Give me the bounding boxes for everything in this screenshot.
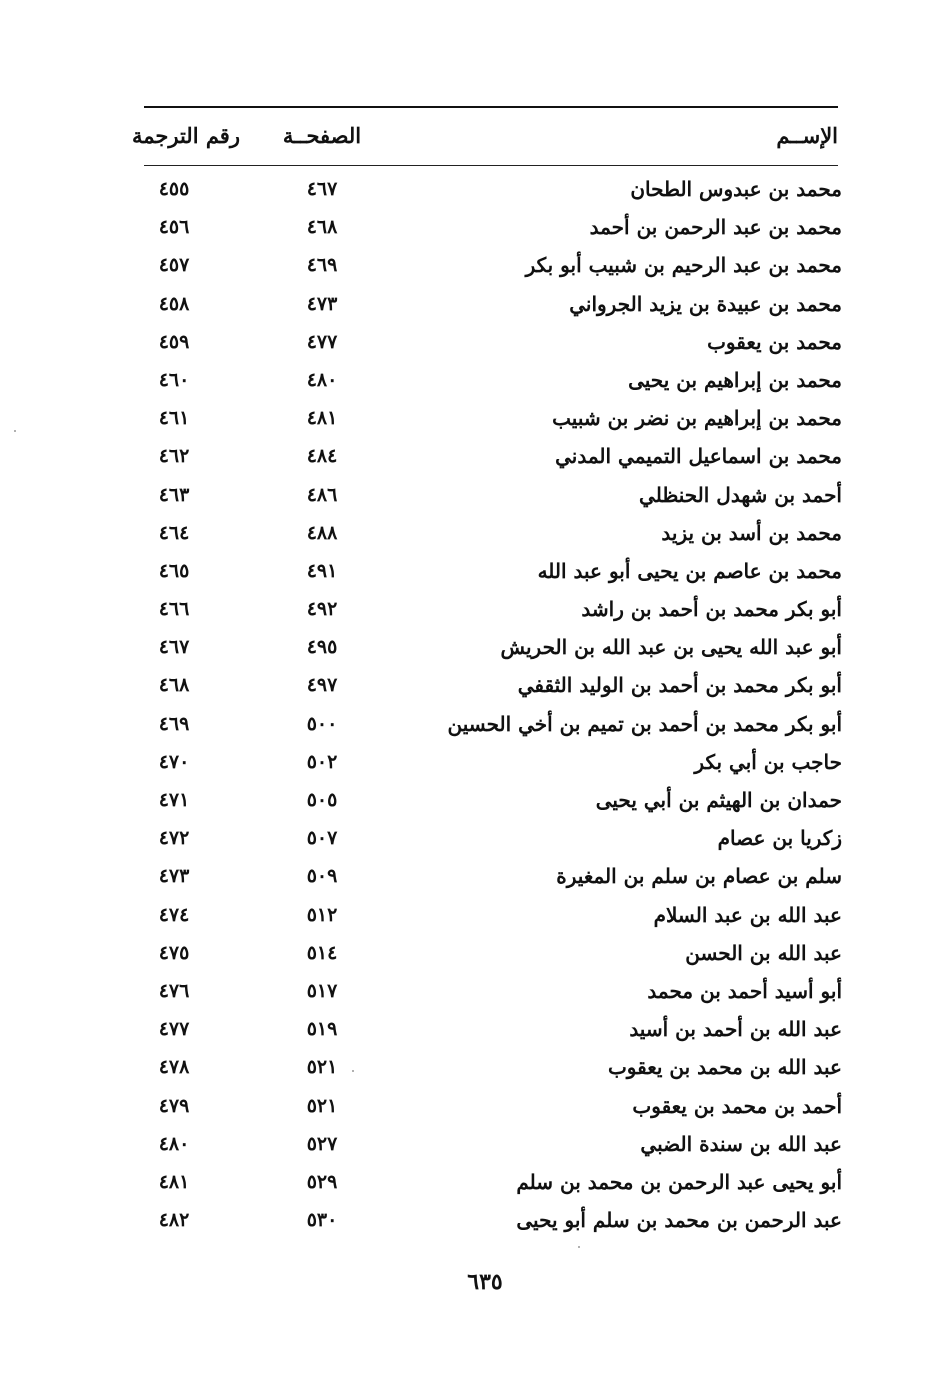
scan-speck: [578, 1246, 580, 1248]
entry-page: ٥٠٢: [306, 750, 338, 773]
entry-page: ٥٠٩: [306, 865, 338, 888]
entry-page: ٤٨٨: [306, 521, 338, 544]
top-rule: [144, 106, 838, 108]
entry-name: أبو بكر محمد بن أحمد بن تميم بن أخي الحسين: [447, 711, 842, 736]
entry-number: ٤٦١: [158, 407, 190, 430]
entry-name: أبو عبد الله يحيى بن عبد الله بن الحريش: [500, 635, 842, 660]
entry-page: ٤٩٧: [306, 674, 338, 697]
table-row: [0, 934, 936, 972]
table-row: [0, 285, 936, 323]
entry-name: سلم بن عصام بن سلم بن المغيرة: [556, 864, 842, 889]
table-row: [0, 743, 936, 781]
entry-page: ٥٢٧: [306, 1132, 338, 1155]
entry-number: ٤٧٨: [158, 1056, 190, 1079]
entry-number: ٤٦٨: [158, 674, 190, 697]
entry-number: ٤٥٦: [158, 216, 190, 239]
column-header-name: الإســم: [776, 123, 838, 148]
entry-name: عبد الرحمن بن محمد بن سلم أبو يحيى: [516, 1208, 842, 1233]
entry-number: ٤٦٩: [158, 712, 190, 735]
entry-name: محمد بن عبدوس الطحان: [630, 177, 842, 201]
table-row: [0, 1048, 936, 1086]
entry-page: ٥٣٠: [306, 1209, 338, 1232]
entry-page: ٤٨٤: [306, 445, 338, 468]
entry-name: محمد بن إبراهيم بن يحيى: [628, 367, 842, 392]
entry-number: ٤٥٧: [158, 254, 190, 277]
table-row: [0, 1087, 936, 1125]
entry-page: ٤٩٢: [306, 598, 338, 621]
entry-number: ٤٧٠: [158, 750, 190, 773]
table-row: [0, 514, 936, 552]
table-row: [0, 399, 936, 437]
table-row: [0, 361, 936, 399]
entry-number: ٤٦٤: [158, 521, 190, 544]
table-row: [0, 590, 936, 628]
entry-page: ٥١٢: [306, 903, 338, 926]
entry-number: ٤٦٥: [158, 559, 190, 582]
entry-name: أبو بكر محمد بن أحمد بن راشد: [581, 597, 842, 622]
column-header-page: الصفحــة: [282, 123, 362, 148]
entry-number: ٤٦٢: [158, 445, 190, 468]
entry-name: أحمد بن شهدل الحنظلي: [639, 482, 842, 507]
entry-name: أبو يحيى عبد الرحمن بن محمد بن سلم: [516, 1169, 842, 1194]
entry-page: ٥٢١: [306, 1094, 338, 1117]
table-row: [0, 666, 936, 704]
entry-number: ٤٦٦: [158, 598, 190, 621]
entry-name: محمد بن عاصم بن يحيى أبو عبد الله: [537, 558, 842, 583]
entry-page: ٥٠٥: [306, 789, 338, 811]
entry-number: ٤٧٣: [158, 865, 190, 888]
table-row: [0, 246, 936, 284]
entry-name: عبد الله بن سندة الضبي: [640, 1131, 842, 1156]
scan-speck: [352, 1070, 354, 1072]
entry-page: ٥٢١: [306, 1056, 338, 1079]
entry-number: ٤٧٩: [158, 1094, 190, 1117]
entry-name: زكريا بن عصام: [717, 826, 842, 851]
entry-name: حاجب بن أبي بكر: [694, 749, 842, 774]
entry-name: محمد بن يعقوب: [707, 329, 842, 354]
entry-number: ٤٨١: [158, 1170, 190, 1193]
table-row: [0, 437, 936, 475]
entry-page: ٥١٤: [306, 941, 338, 964]
entry-name: محمد بن أسد بن يزيد: [661, 520, 842, 545]
table-row: [0, 819, 936, 857]
entry-page: ٤٦٩: [306, 254, 338, 277]
entry-page: ٥٠٧: [306, 827, 338, 850]
entry-page: ٥١٧: [306, 979, 338, 1002]
table-row: [0, 896, 936, 934]
entry-name: محمد بن إبراهيم بن نضر بن شبيب: [552, 406, 842, 431]
entry-page: ٤٩١: [306, 559, 338, 582]
entry-number: ٤٧٦: [158, 979, 190, 1002]
entry-name: حمدان بن الهيثم بن أبي يحيى: [595, 788, 842, 812]
entry-number: ٤٨٠: [158, 1132, 190, 1155]
entry-page: ٤٧٧: [306, 330, 338, 353]
entry-name: أحمد بن محمد بن يعقوب: [632, 1093, 842, 1118]
header-rule: [144, 165, 838, 166]
entry-number: ٤٧١: [158, 789, 190, 811]
table-row: [0, 1201, 936, 1239]
table-row: [0, 476, 936, 514]
entry-name: عبد الله بن عبد السلام: [653, 902, 842, 927]
entry-page: ٥١٩: [306, 1018, 338, 1041]
entry-number: ٤٧٧: [158, 1018, 190, 1041]
index-table: [0, 170, 936, 1239]
entry-number: ٤٥٩: [158, 330, 190, 353]
entry-page: ٥٢٩: [306, 1170, 338, 1193]
entry-number: ٤٦٧: [158, 636, 190, 659]
table-row: [0, 1125, 936, 1163]
table-row: [0, 552, 936, 590]
table-row: [0, 972, 936, 1010]
entry-number: ٤٧٥: [158, 941, 190, 964]
entry-page: ٤٨١: [306, 407, 338, 430]
table-row: [0, 208, 936, 246]
entry-name: عبد الله بن أحمد بن أسيد: [629, 1017, 842, 1042]
scan-speck: [14, 430, 16, 432]
entry-number: ٤٥٥: [158, 178, 190, 200]
entry-page: ٤٨٠: [306, 368, 338, 391]
entry-name: محمد بن عبيدة بن يزيد الجرواني: [569, 291, 842, 316]
table-row: [0, 705, 936, 743]
entry-name: محمد بن اسماعيل التميمي المدني: [555, 444, 842, 469]
entry-name: محمد بن عبد الرحمن بن أحمد: [589, 215, 842, 240]
entry-name: أبو أسيد أحمد بن محمد: [647, 978, 842, 1003]
table-row: [0, 1163, 936, 1201]
entry-name: أبو بكر محمد بن أحمد بن الوليد الثقفي: [517, 673, 842, 698]
entry-number: ٤٦٠: [158, 368, 190, 391]
entry-page: ٥٠٠: [306, 712, 338, 735]
entry-number: ٤٦٣: [158, 483, 190, 506]
entry-number: ٤٧٤: [158, 903, 190, 926]
table-row: [0, 1010, 936, 1048]
page-number: ٦٣٥: [467, 1269, 503, 1295]
entry-page: ٤٧٣: [306, 292, 338, 315]
entry-name: عبد الله بن الحسن: [685, 940, 842, 965]
column-header-entry-number: رقم الترجمة: [131, 123, 240, 148]
table-row: [0, 781, 936, 819]
entry-page: ٤٨٦: [306, 483, 338, 506]
entry-number: ٤٨٢: [158, 1209, 190, 1232]
entry-number: ٤٥٨: [158, 292, 190, 315]
table-row: [0, 857, 936, 895]
entry-page: ٤٩٥: [306, 636, 338, 659]
table-row: [0, 170, 936, 208]
entry-page: ٤٦٧: [306, 178, 338, 200]
entry-number: ٤٧٢: [158, 827, 190, 850]
entry-name: محمد بن عبد الرحيم بن شبيب أبو بكر: [525, 253, 842, 278]
entry-page: ٤٦٨: [306, 216, 338, 239]
table-row: [0, 323, 936, 361]
entry-name: عبد الله بن محمد بن يعقوب: [607, 1055, 842, 1080]
table-row: [0, 628, 936, 666]
